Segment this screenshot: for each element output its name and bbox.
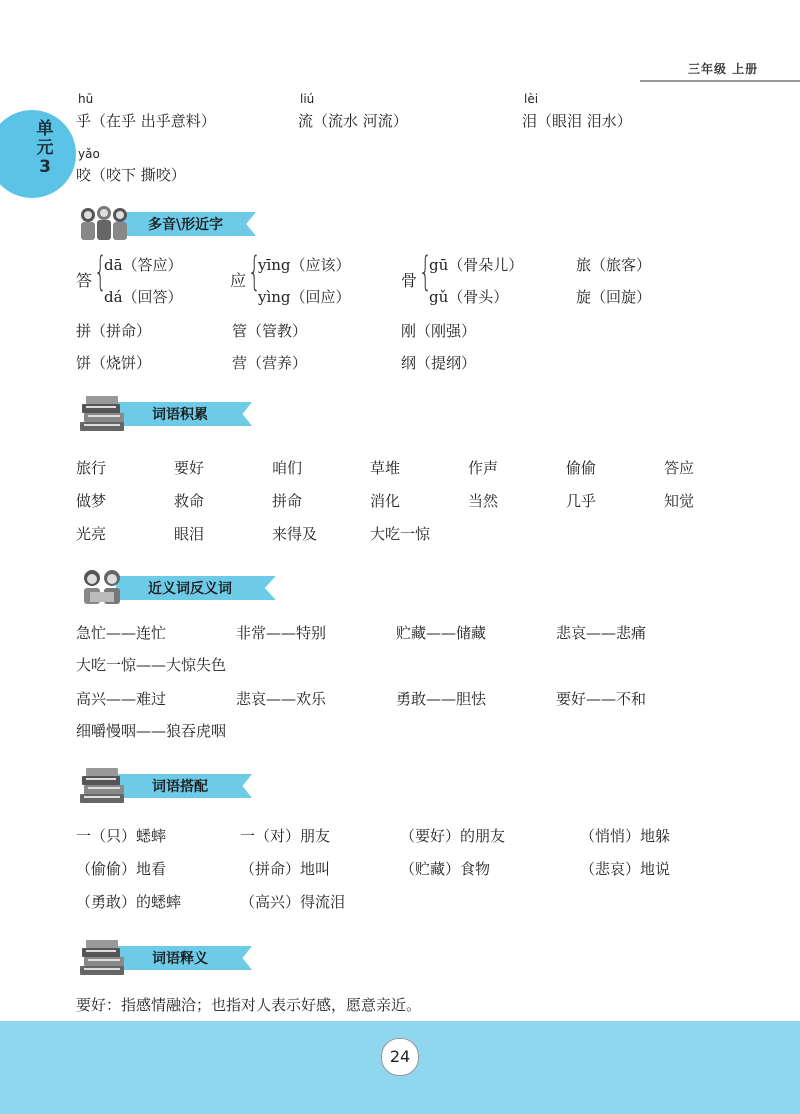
vocab-word: 草堆: [370, 459, 401, 477]
synonym-pair: 急忙——连忙: [76, 624, 167, 642]
vocab-word: 作声: [468, 459, 499, 477]
poly-reading: dá（回答）: [104, 288, 183, 306]
unit-word: 单元: [36, 119, 54, 158]
vocab-word: 大吃一惊: [370, 525, 431, 543]
section-title: 词语释义: [152, 951, 208, 967]
collocation: （悄悄）地躲: [580, 827, 671, 845]
word-entry: 乎（在乎 出乎意料）: [76, 112, 216, 130]
header-rule: [640, 80, 800, 82]
page-number: 24: [381, 1038, 419, 1076]
vocab-word: 拼命: [272, 492, 303, 510]
brace: {: [419, 249, 432, 295]
poly-char: 答: [76, 271, 93, 290]
word-entry: 流（流水 河流）: [298, 112, 408, 130]
collocation: （悲哀）地说: [580, 860, 671, 878]
brace: {: [94, 249, 107, 295]
similar-char: 刚（刚强）: [401, 322, 477, 340]
antonym-pair: 悲哀——欢乐: [236, 690, 327, 708]
synonym-pair: 大吃一惊——大惊失色: [76, 656, 227, 674]
antonym-pair: 勇敢——胆怯: [396, 690, 487, 708]
similar-char: 拼（拼命）: [76, 322, 152, 340]
vocab-word: 答应: [664, 459, 695, 477]
collocation: （勇敢）的蟋蟀: [76, 893, 182, 911]
section-banner-polyphone: [76, 206, 256, 238]
antonym-pair: 细嚼慢咽——狼吞虎咽: [76, 722, 227, 740]
vocab-word: 眼泪: [174, 525, 205, 543]
vocab-word: 来得及: [272, 525, 318, 543]
children-icon: [76, 204, 134, 244]
collocation: （偷偷）地看: [76, 860, 167, 878]
section-title: 近义词反义词: [148, 581, 232, 597]
section-banner-definition: [76, 940, 256, 972]
similar-char: 纲（提纲）: [401, 354, 477, 372]
section-title: 多音\形近字: [148, 217, 224, 233]
books-icon: [76, 394, 134, 434]
pinyin: yǎo: [78, 147, 100, 161]
brace: {: [248, 249, 261, 295]
vocab-word: 做梦: [76, 492, 107, 510]
section-banner-vocab: [76, 396, 256, 428]
pinyin: liú: [300, 92, 315, 106]
similar-char: 旋（回旋）: [576, 288, 652, 306]
vocab-word: 旅行: [76, 459, 107, 477]
antonym-pair: 要好——不和: [556, 690, 647, 708]
poly-reading: yīng（应该）: [258, 256, 351, 274]
similar-char: 营（营养）: [232, 354, 308, 372]
unit-label: [30, 120, 60, 177]
word-entry: 咬（咬下 撕咬）: [76, 166, 186, 184]
books-icon: [76, 766, 134, 806]
poly-reading: yìng（回应）: [258, 288, 351, 306]
section-title: 词语积累: [152, 407, 208, 423]
vocab-word: 要好: [174, 459, 205, 477]
similar-char: 管（管教）: [232, 322, 308, 340]
vocab-word: 知觉: [664, 492, 695, 510]
collocation: （高兴）得流泪: [240, 893, 346, 911]
vocab-word: 咱们: [272, 459, 303, 477]
section-banner-synonyms: [76, 570, 276, 602]
books-icon: [76, 938, 134, 978]
vocab-word: 光亮: [76, 525, 107, 543]
section-banner-collocation: [76, 768, 256, 800]
vocab-word: 消化: [370, 492, 401, 510]
poly-reading: gū（骨朵儿）: [429, 256, 524, 274]
similar-char: 饼（烧饼）: [76, 354, 152, 372]
vocab-word: 几乎: [566, 492, 597, 510]
vocab-word: 偷偷: [566, 459, 597, 477]
pinyin: hū: [78, 92, 94, 106]
synonym-pair: 非常——特别: [236, 624, 327, 642]
collocation: 一（对）朋友: [240, 827, 331, 845]
reading-kids-icon: [76, 568, 134, 608]
section-title: 词语搭配: [152, 779, 208, 795]
collocation: （要好）的朋友: [400, 827, 506, 845]
poly-char: 骨: [401, 271, 418, 290]
collocation: （贮藏）食物: [400, 860, 491, 878]
antonym-pair: 高兴——难过: [76, 690, 167, 708]
similar-char: 旅（旅客）: [576, 256, 652, 274]
collocation: 一（只）蟋蟀: [76, 827, 167, 845]
definition-text: 要好：指感情融洽；也指对人表示好感，愿意亲近。: [76, 996, 422, 1014]
vocab-word: 当然: [468, 492, 499, 510]
synonym-pair: 悲哀——悲痛: [556, 624, 647, 642]
poly-char: 应: [230, 271, 247, 290]
poly-reading: dā（答应）: [104, 256, 183, 274]
vocab-word: 救命: [174, 492, 205, 510]
collocation: （拼命）地叫: [240, 860, 331, 878]
word-entry: 泪（眼泪 泪水）: [522, 112, 632, 130]
grade-label: 三年级 上册: [688, 62, 759, 76]
poly-reading: gǔ（骨头）: [429, 288, 509, 306]
unit-number: 3: [39, 157, 51, 177]
pinyin: lèi: [524, 92, 539, 106]
synonym-pair: 贮藏——储藏: [396, 624, 487, 642]
